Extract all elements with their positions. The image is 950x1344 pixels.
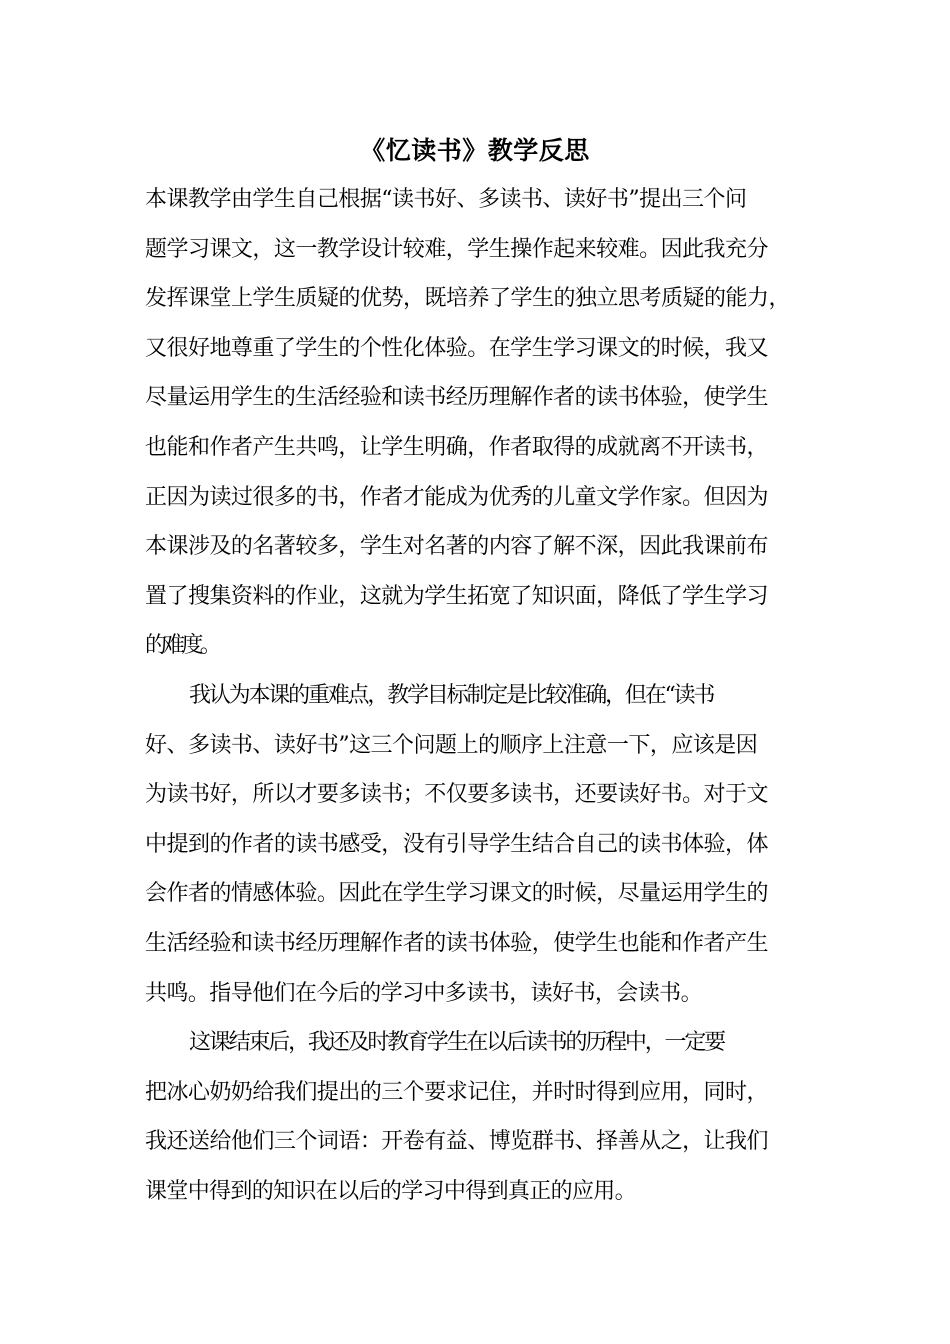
- paragraph-line: 正因为读过很多的书，作者才能成为优秀的儿童文学作家。但因为: [145, 484, 769, 510]
- paragraph-line: 共鸣。指导他们在今后的学习中多读书，读好书，会读书。: [145, 980, 703, 1006]
- paragraph-line: 本课教学由学生自己根据“读书好、多读书、读好书”提出三个问: [145, 187, 747, 212]
- paragraph-line: 发挥课堂上学生质疑的优势，既培养了学生的独立思考质疑的能力，: [145, 286, 791, 312]
- paragraph-line: 又很好地尊重了学生的个性化体验。在学生学习课文的时候，我又: [145, 335, 769, 361]
- paragraph-line: 好、多读书、读好书”这三个问题上的顺序上注意一下，应该是因: [145, 732, 758, 758]
- paragraph-line: 把冰心奶奶给我们提出的三个要求记住，并时时得到应用，同时，: [145, 1079, 769, 1105]
- paragraph-line: 课堂中得到的知识在以后的学习中得到真正的应用。: [145, 1179, 637, 1204]
- paragraph-first-line: 这课结束后，我还及时教育学生在以后读书的历程中，一定要: [189, 1030, 725, 1056]
- paragraph-line: 会作者的情感体验。因此在学生学习课文的时候，尽量运用学生的: [145, 881, 769, 907]
- paragraph-line: 题学习课文，这一教学设计较难，学生操作起来较难。因此我充分: [145, 236, 769, 262]
- paragraph-line: 的难度。: [145, 633, 219, 659]
- paragraph-line: 置了搜集资料的作业，这就为学生拓宽了知识面，降低了学生学习: [145, 583, 769, 609]
- paragraph-line: 为读书好，所以才要多读书；不仅要多读书，还要读好书。对于文: [145, 782, 769, 808]
- paragraph-line: 生活经验和读书经历理解作者的读书体验，使学生也能和作者产生: [145, 931, 769, 956]
- paragraph-line: 我还送给他们三个词语：开卷有益、博览群书、择善从之，让我们: [145, 1129, 769, 1155]
- paragraph-line: 中提到的作者的读书感受，没有引导学生结合自己的读书体验，体: [145, 831, 769, 857]
- paragraph-line: 也能和作者产生共鸣，让学生明确，作者取得的成就离不开读书，: [145, 435, 769, 460]
- paragraph-line: 尽量运用学生的生活经验和读书经历理解作者的读书体验，使学生: [145, 385, 769, 411]
- paragraph-first-line: 我认为本课的重难点，教学目标制定是比较准确，但在“读书: [189, 683, 714, 708]
- paragraph-line: 本课涉及的名著较多，学生对名著的内容了解不深，因此我课前布: [145, 534, 769, 560]
- document-title: 《忆读书》教学反思: [360, 136, 590, 165]
